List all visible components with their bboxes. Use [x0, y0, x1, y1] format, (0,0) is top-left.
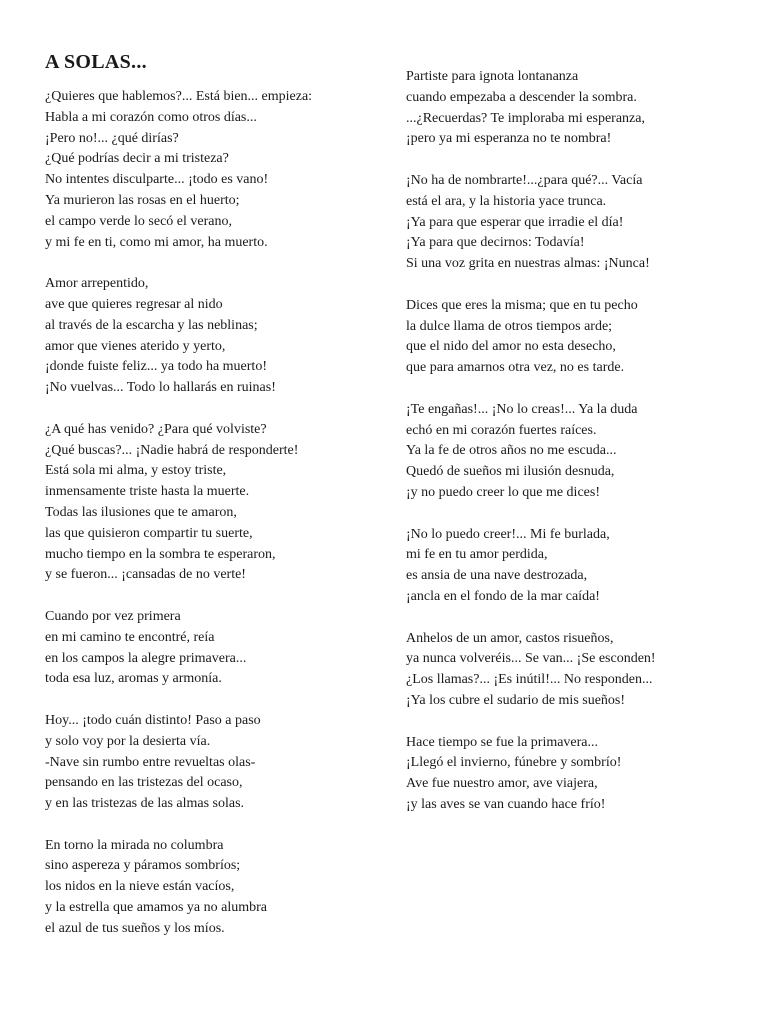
verse-line: que el nido del amor no esta desecho,	[406, 339, 616, 355]
verse-line: pensando en las tristezas del ocaso,	[45, 775, 243, 791]
verse-line: Quedó de sueños mi ilusión desnuda,	[406, 464, 615, 480]
verse-line: Todas las ilusiones que te amaron,	[45, 504, 237, 520]
verse-line: ¿Quieres que hablemos?... Está bien... empieza:	[45, 89, 313, 104]
stanza	[406, 629, 656, 712]
stanza	[45, 711, 312, 815]
verse-line: en los campos la alegre primavera...	[45, 650, 247, 666]
verse-line: ¡y no puedo creer lo que me dices!	[406, 484, 600, 500]
verse-line: ¡ancla en el fondo de la mar caída!	[406, 588, 600, 604]
stanza	[45, 836, 312, 940]
verse-line: está el ara, y la historia yace trunca.	[406, 193, 607, 209]
verse-line: ¡Llegó el invierno, fúnebre y sombrío!	[406, 755, 622, 771]
verse-line: -Nave sin rumbo entre revueltas olas-	[45, 754, 256, 770]
verse-line: Ya la fe de otros años no me escuda...	[406, 443, 617, 459]
right-column	[406, 67, 656, 836]
verse-line: la dulce llama de otros tiempos arde;	[406, 318, 613, 334]
verse-line: Hoy... ¡todo cuán distinto! Paso a paso	[45, 712, 261, 728]
verse-line: Habla a mi corazón como otros días...	[45, 109, 257, 125]
verse-line: No intentes disculparte... ¡todo es vano!	[45, 172, 269, 188]
verse-line: cuando empezaba a descender la sombra.	[406, 89, 637, 105]
verse-line: ¡Pero no!... ¿qué dirías?	[45, 130, 179, 146]
stanza	[406, 525, 656, 608]
left-column	[45, 87, 312, 960]
stanza	[406, 171, 656, 275]
verse-line: el campo verde lo secó el verano,	[45, 213, 232, 229]
verse-line: ¡Ya para que decirnos: Todavía!	[406, 235, 585, 251]
verse-line: ¡pero ya mi esperanza no te nombra!	[406, 131, 612, 147]
stanza	[406, 400, 656, 504]
verse-line: en mi camino te encontré, reía	[45, 629, 215, 645]
verse-line: y la estrella que amamos ya no alumbra	[45, 900, 267, 916]
verse-line: ¿Qué buscas?... ¡Nadie habrá de responderte!	[45, 442, 299, 458]
verse-line: que para amarnos otra vez, no es tarde.	[406, 360, 625, 376]
verse-line: ¡Te engañas!... ¡No lo creas!... Ya la duda	[406, 401, 638, 417]
verse-line: ¡donde fuiste feliz... ya todo ha muerto!	[45, 359, 267, 375]
verse-line: Si una voz grita en nuestras almas: ¡Nunca!	[406, 256, 650, 272]
verse-line: Anhelos de un amor, castos risueños,	[406, 630, 614, 646]
verse-line: Ave fue nuestro amor, ave viajera,	[406, 776, 598, 792]
verse-line: ...¿Recuerdas? Te imploraba mi esperanza,	[406, 110, 645, 126]
verse-line: ¡y las aves se van cuando hace frío!	[406, 796, 606, 812]
verse-line: Cuando por vez primera	[45, 608, 181, 624]
verse-line: ¡Ya para que esperar que irradie el día!	[406, 214, 624, 230]
stanza	[45, 87, 312, 253]
verse-line: ave que quieres regresar al nido	[45, 296, 223, 312]
verse-line: Amor arrepentido,	[45, 276, 149, 292]
verse-line: las que quisieron compartir tu suerte,	[45, 525, 253, 541]
verse-line: mi fe en tu amor perdida,	[406, 547, 548, 563]
verse-line: Está sola mi alma, y estoy triste,	[45, 463, 227, 479]
verse-line: ¿Los llamas?... ¡Es inútil!... No responden...	[406, 672, 653, 688]
verse-line: Hace tiempo se fue la primavera...	[406, 734, 599, 750]
verse-line: mucho tiempo en la sombra te esperaron,	[45, 546, 276, 562]
verse-line: amor que vienes aterido y yerto,	[45, 338, 226, 354]
verse-line: sino aspereza y páramos sombríos;	[45, 858, 241, 874]
verse-line: toda esa luz, aromas y armonía.	[45, 671, 222, 687]
verse-line: es ansia de una nave destrozada,	[406, 568, 588, 584]
stanza	[406, 67, 656, 150]
verse-line: ¡No lo puedo creer!... Mi fe burlada,	[406, 526, 610, 542]
verse-line: y solo voy por la desierta vía.	[45, 733, 211, 749]
verse-line: Ya murieron las rosas en el huerto;	[45, 192, 240, 208]
stanza	[45, 420, 312, 586]
stanza	[406, 296, 656, 379]
poem-title: A SOLAS...	[45, 51, 147, 73]
verse-line: ¡No ha de nombrarte!...¿para qué?... Vacía	[406, 172, 643, 188]
verse-line: y mi fe en ti, como mi amor, ha muerto.	[45, 234, 268, 250]
verse-line: ¿Qué podrías decir a mi tristeza?	[45, 151, 229, 167]
verse-line: y en las tristezas de las almas solas.	[45, 796, 245, 812]
verse-line: En torno la mirada no columbra	[45, 837, 224, 853]
verse-line: ya nunca volveréis... Se van... ¡Se esconden!	[406, 651, 656, 667]
verse-line: ¿A qué has venido? ¿Para qué volviste?	[45, 421, 267, 437]
stanza	[406, 733, 656, 816]
stanza	[45, 607, 312, 690]
verse-line: Dices que eres la misma; que en tu pecho	[406, 297, 638, 313]
verse-line: al través de la escarcha y las neblinas;	[45, 317, 258, 333]
verse-line: el azul de tus sueños y los míos.	[45, 920, 225, 936]
verse-line: ¡No vuelvas... Todo lo hallarás en ruinas!	[45, 380, 276, 396]
verse-line: echó en mi corazón fuertes raíces.	[406, 422, 597, 438]
stanza	[45, 274, 312, 399]
verse-line: inmensamente triste hasta la muerte.	[45, 484, 250, 500]
verse-line: ¡Ya los cubre el sudario de mis sueños!	[406, 692, 626, 708]
verse-line: los nidos en la nieve están vacíos,	[45, 879, 235, 895]
verse-line: y se fueron... ¡cansadas de no verte!	[45, 567, 246, 583]
verse-line: Partiste para ignota lontananza	[406, 69, 579, 84]
